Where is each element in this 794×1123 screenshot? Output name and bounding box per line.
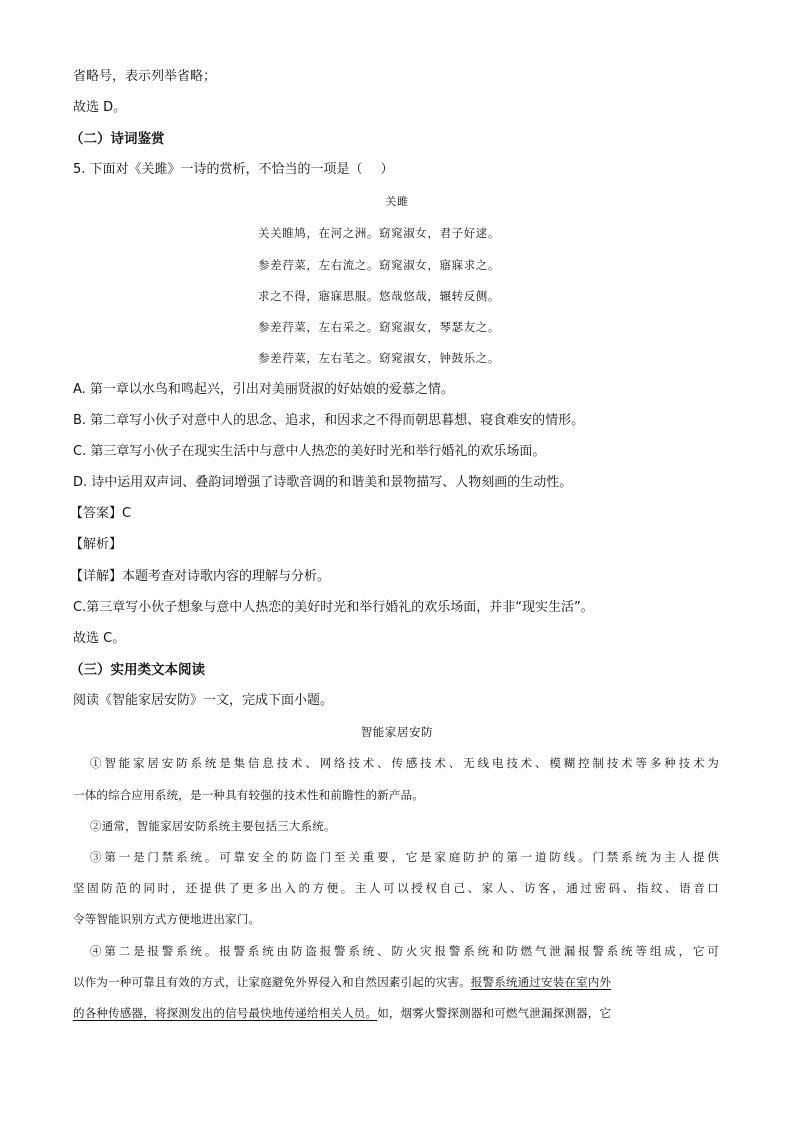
explanation-line: C.第三章写小伙子想象与意中人热恋的美好时光和举行婚礼的欢乐场面，并非“现实生活”。 [73, 600, 594, 615]
article-line-8 [73, 973, 719, 991]
question-5 [73, 161, 394, 179]
article-line-1: ①智能家居安防系统是集信息技术、网络技术、传感技术、无线电技术、模糊控制技术等多种技术为 [90, 756, 719, 770]
option-a: A. 第一章以水鸟和鸣起兴，引出对美丽贤淑的好姑娘的爱慕之情。 [73, 382, 454, 397]
article-line-7: ④第二是报警系统。报警系统由防盗报警系统、防火灾报警系统和防燃气泄漏报警系统等组成，它可 [90, 944, 719, 958]
detail-line [70, 568, 330, 586]
poem-line-1: 关关睢鸠，在河之洲。窈窕淑女，君子好逑。 [258, 226, 500, 240]
analysis-label: 【解析】 [70, 537, 123, 552]
answer-label: 【答案】 [70, 506, 123, 521]
question-stem: 5. 下面对《关雎》一诗的赏析，不恰当的一项是（ [73, 162, 363, 177]
poem-line-3: 求之不得，寤寐思服。悠哉悠哉，辗转反侧。 [258, 289, 500, 303]
article-line-5: 坚固防范的同时，还提供了更多出入的方便。主人可以授权自己、家人、访客，通过密码、指纹、语音口 [73, 881, 719, 895]
article-line-9 [73, 1004, 719, 1022]
article-line-2: 一体的综合应用系统，是一种具有较强的技术性和前瞻性的新产品。 [73, 788, 424, 802]
reading-instruction: 阅读《智能家居安防》一文，完成下面小题。 [73, 693, 334, 708]
question-close-paren: ） [380, 162, 394, 177]
poem-line-5: 参差荇菜，左右芼之。窈窕淑女，钟鼓乐之。 [258, 351, 500, 365]
article-line-3: ②通常，智能家居安防系统主要包括三大系统。 [90, 819, 336, 833]
section-heading-practical: （三）实用类文本阅读 [70, 662, 205, 678]
article-line-9-underlined: 的各种传感器，将探测发出的信号最快地传递给相关人员。 [73, 1006, 378, 1020]
option-c: C. 第三章写小伙子在现实生活中与意中人热恋的美好时光和举行婚礼的欢乐场面。 [73, 444, 546, 459]
section-heading-poetry: （二）诗词鉴赏 [70, 131, 165, 147]
option-d: D. 诗中运用双声词、叠韵词增强了诗歌音调的和谐美和景物描写、人物刻画的生动性。 [73, 475, 573, 490]
article-line-9-plain: 如，烟雾火警探测器和可燃气泄漏探测器，它 [377, 1006, 612, 1020]
answer-line [70, 505, 131, 523]
poem-line-2: 参差荇菜，左右流之。窈窕淑女，寤寐求之。 [258, 258, 500, 272]
article-title: 智能家居安防 [360, 725, 434, 739]
poem-line-4: 参差荇菜，左右采之。窈窕淑女，琴瑟友之。 [258, 320, 500, 334]
option-b: B. 第二章写小伙子对意中人的思念、追求，和因求之不得而朝思暮想、寝食难安的情形。 [73, 413, 585, 428]
article-line-8-underlined: 报警系统通过安装在室内外 [470, 975, 612, 989]
detail-label: 【详解】 [70, 569, 123, 584]
article-line-6: 令等智能识别方式方便地进出家门。 [73, 912, 261, 926]
intro-line-2: 故选 D。 [73, 100, 127, 115]
article-line-8-plain: 以作为一种可靠且有效的方式，让家庭避免外界侵入和自然因素引起的灾害。 [73, 975, 471, 989]
article-line-4: ③第一是门禁系统。可靠安全的防盗门至关重要，它是家庭防护的第一道防线。门禁系统为主人提供 [90, 850, 719, 864]
detail-text: 本题考查对诗歌内容的理解与分析。 [122, 569, 331, 584]
intro-line-1: 省略号，表示列举省略； [73, 69, 217, 84]
conclusion-line: 故选 C。 [73, 631, 126, 646]
poem-title: 关雎 [385, 195, 409, 208]
answer-value: C [122, 506, 132, 521]
